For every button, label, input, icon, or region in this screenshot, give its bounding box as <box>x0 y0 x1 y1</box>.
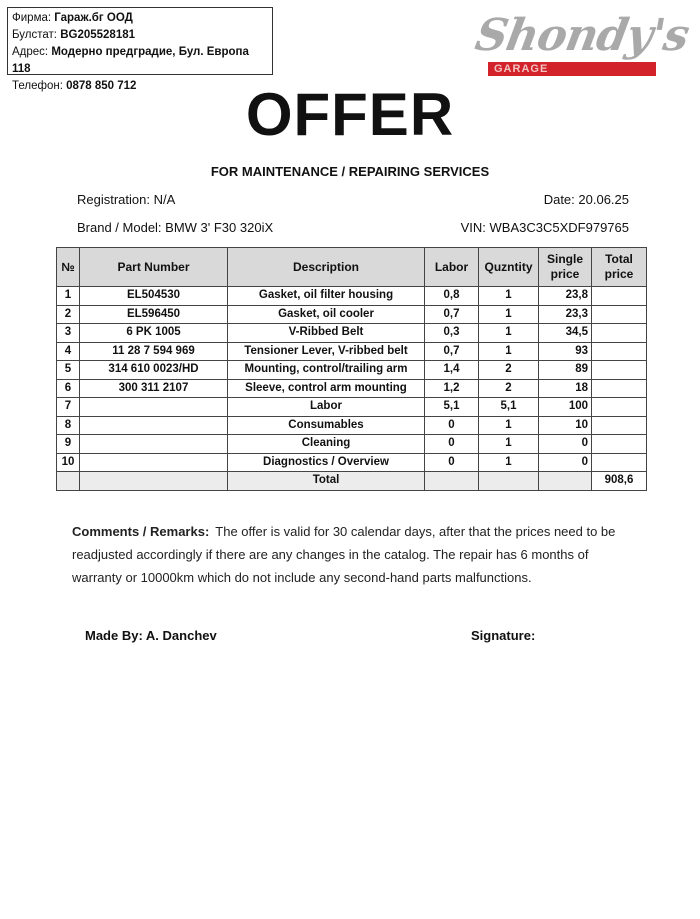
total-label: Total <box>228 472 425 491</box>
cell-no: 2 <box>57 305 80 324</box>
cell-single: 0 <box>539 453 592 472</box>
cell-no: 10 <box>57 453 80 472</box>
header-quantity: Quzntity <box>479 248 539 287</box>
company-firm-line: Фирма: Гараж.бг ООД <box>12 12 133 24</box>
cell-desc: Gasket, oil filter housing <box>228 287 425 306</box>
table-row <box>57 324 647 343</box>
document-subtitle: FOR MAINTENANCE / REPAIRING SERVICES <box>210 164 490 179</box>
parts-table <box>56 247 647 491</box>
cell-part: 6 PK 1005 <box>80 324 228 343</box>
cell-desc: Sleeve, control arm mounting <box>228 379 425 398</box>
comments-remarks <box>72 520 632 589</box>
company-info-box <box>7 7 273 92</box>
comments-text: The offer is valid for 30 calendar days, after that the prices need to be readjusted accordingly if there are any changes in the catalog. The repair has 6 months of warranty or 10000km which do not include any second-hand parts malfunctions. <box>72 524 616 585</box>
table-total-row <box>57 472 647 491</box>
registration-field: Registration: N/A <box>77 192 176 207</box>
company-address-line: Адрес: Модерно предградие, Бул. Европа 118 <box>12 46 249 75</box>
cell-single: 93 <box>539 342 592 361</box>
cell-desc: V-Ribbed Belt <box>228 324 425 343</box>
cell-no: 9 <box>57 435 80 454</box>
cell-qty: 1 <box>479 342 539 361</box>
table-row <box>57 416 647 435</box>
cell-labor: 0,7 <box>425 305 479 324</box>
cell-qty: 1 <box>479 453 539 472</box>
cell-no: 6 <box>57 379 80 398</box>
header-single-price: Single price <box>539 248 592 287</box>
made-by: Made By: A. Danchev <box>85 628 217 643</box>
vin-field: VIN: WBA3C3C5XDF979765 <box>460 220 629 235</box>
cell-part <box>80 398 228 417</box>
signature-label: Signature: <box>471 628 536 643</box>
logo-main-text: Shondy's <box>471 10 693 61</box>
table-row <box>57 305 647 324</box>
cell-no: 4 <box>57 342 80 361</box>
cell-single: 100 <box>539 398 592 417</box>
cell-labor: 0,8 <box>425 287 479 306</box>
header-labor: Labor <box>425 248 479 287</box>
cell-desc: Tensioner Lever, V-ribbed belt <box>228 342 425 361</box>
cell-single: 89 <box>539 361 592 380</box>
cell-qty: 2 <box>479 379 539 398</box>
cell-desc: Mounting, control/trailing arm <box>228 361 425 380</box>
cell-single: 0 <box>539 435 592 454</box>
header-part-number: Part Number <box>80 248 228 287</box>
cell-desc: Gasket, oil cooler <box>228 305 425 324</box>
table-row <box>57 342 647 361</box>
garage-logo <box>471 10 693 78</box>
cell-labor: 0,3 <box>425 324 479 343</box>
header-description: Description <box>228 248 425 287</box>
cell-total <box>592 398 647 417</box>
cell-single: 23,8 <box>539 287 592 306</box>
cell-qty: 1 <box>479 324 539 343</box>
total-value: 908,6 <box>592 472 647 491</box>
cell-single: 23,3 <box>539 305 592 324</box>
table-row <box>57 453 647 472</box>
cell-total <box>592 416 647 435</box>
company-phone-line: Телефон: 0878 850 712 <box>12 80 137 92</box>
table-header-row <box>57 248 647 287</box>
cell-qty: 1 <box>479 435 539 454</box>
cell-qty: 1 <box>479 416 539 435</box>
date-field: Date: 20.06.25 <box>543 192 629 207</box>
table-row <box>57 379 647 398</box>
cell-total <box>592 324 647 343</box>
cell-labor: 0 <box>425 435 479 454</box>
cell-desc: Cleaning <box>228 435 425 454</box>
cell-desc: Diagnostics / Overview <box>228 453 425 472</box>
cell-part: 11 28 7 594 969 <box>80 342 228 361</box>
cell-part: 300 311 2107 <box>80 379 228 398</box>
table-row <box>57 361 647 380</box>
cell-total <box>592 342 647 361</box>
header-total-price: Total price <box>592 248 647 287</box>
cell-no: 7 <box>57 398 80 417</box>
cell-total <box>592 453 647 472</box>
document-title: OFFER <box>245 81 455 148</box>
cell-labor: 1,2 <box>425 379 479 398</box>
cell-single: 18 <box>539 379 592 398</box>
cell-labor: 5,1 <box>425 398 479 417</box>
logo-sub-text: GARAGE <box>494 63 549 75</box>
cell-single: 10 <box>539 416 592 435</box>
cell-part <box>80 435 228 454</box>
cell-part <box>80 453 228 472</box>
company-bulstat-line: Булстат: BG205528181 <box>12 29 136 41</box>
cell-total <box>592 379 647 398</box>
header-no: № <box>57 248 80 287</box>
cell-total <box>592 435 647 454</box>
cell-part <box>80 416 228 435</box>
cell-single: 34,5 <box>539 324 592 343</box>
cell-qty: 1 <box>479 287 539 306</box>
cell-labor: 0 <box>425 453 479 472</box>
comments-label: Comments / Remarks: <box>72 524 210 539</box>
cell-labor: 0,7 <box>425 342 479 361</box>
cell-labor: 1,4 <box>425 361 479 380</box>
cell-qty: 2 <box>479 361 539 380</box>
cell-part: EL504530 <box>80 287 228 306</box>
brand-model-field: Brand / Model: BMW 3' F30 320iX <box>77 220 274 235</box>
cell-no: 5 <box>57 361 80 380</box>
cell-part: 314 610 0023/HD <box>80 361 228 380</box>
cell-total <box>592 287 647 306</box>
cell-qty: 1 <box>479 305 539 324</box>
table-row <box>57 287 647 306</box>
cell-total <box>592 305 647 324</box>
cell-desc: Labor <box>228 398 425 417</box>
table-row <box>57 435 647 454</box>
cell-labor: 0 <box>425 416 479 435</box>
cell-no: 1 <box>57 287 80 306</box>
cell-desc: Consumables <box>228 416 425 435</box>
cell-no: 8 <box>57 416 80 435</box>
table-row <box>57 398 647 417</box>
cell-part: EL596450 <box>80 305 228 324</box>
cell-no: 3 <box>57 324 80 343</box>
cell-qty: 5,1 <box>479 398 539 417</box>
cell-total <box>592 361 647 380</box>
logo-bar <box>488 62 656 76</box>
